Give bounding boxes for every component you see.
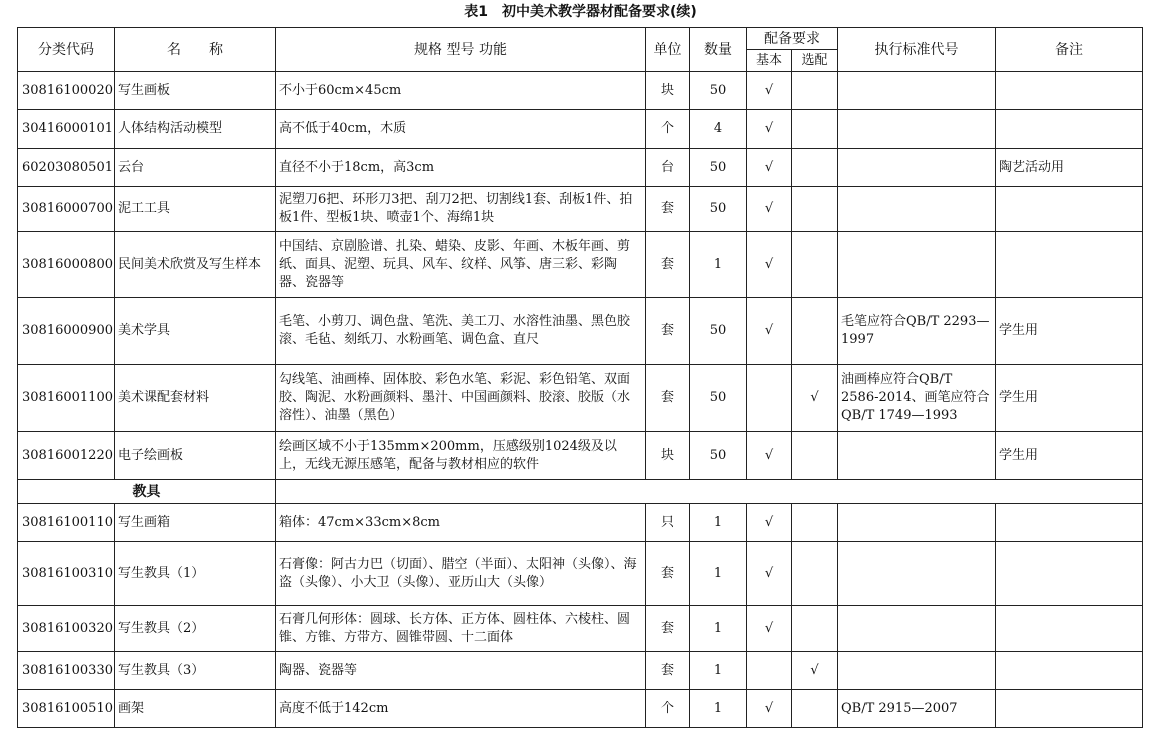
- header-standard: 执行标准代号: [838, 28, 996, 72]
- row-standard: [838, 606, 996, 652]
- row-spec: 石膏几何形体：圆球、长方体、正方体、圆柱体、六棱柱、圆锥、方锥、方带方、圆锥带圆、十二面体: [276, 606, 646, 652]
- row-standard: 毛笔应符合QB/T 2293—1997: [838, 298, 996, 365]
- row-name: 写生教具（3）: [115, 652, 276, 690]
- row-spec: 绘画区域不小于135mm×200mm，压感级别1024级及以上，无线无源压感笔，配备与教材相应的软件: [276, 432, 646, 480]
- row-standard: [838, 110, 996, 149]
- row-unit: 台: [646, 149, 690, 187]
- row-basic: √: [747, 690, 792, 728]
- row-qty: 50: [690, 187, 747, 232]
- section-blank: [276, 480, 1143, 504]
- row-optional: [792, 110, 838, 149]
- table-row: [18, 606, 1143, 652]
- row-standard: QB/T 2915—2007: [838, 690, 996, 728]
- row-code: 30816100110: [18, 504, 115, 542]
- row-standard: [838, 542, 996, 606]
- row-spec: 陶器、瓷器等: [276, 652, 646, 690]
- row-basic: √: [747, 72, 792, 110]
- table-row: [18, 652, 1143, 690]
- row-basic: √: [747, 298, 792, 365]
- row-note: [996, 690, 1143, 728]
- row-unit: 块: [646, 432, 690, 480]
- row-spec: 中国结、京剧脸谱、扎染、蜡染、皮影、年画、木板年画、剪纸、面具、泥塑、玩具、风车、纹样、风筝、唐三彩、彩陶器、瓷器等: [276, 232, 646, 298]
- row-basic: [747, 652, 792, 690]
- row-spec: 箱体：47cm×33cm×8cm: [276, 504, 646, 542]
- row-code: 30816001220: [18, 432, 115, 480]
- row-name: 民间美术欣赏及写生样本: [115, 232, 276, 298]
- header-name: 名 称: [115, 28, 276, 72]
- row-unit: 套: [646, 187, 690, 232]
- row-code: 30816000800: [18, 232, 115, 298]
- row-note: [996, 652, 1143, 690]
- equipment-table: [17, 27, 1143, 728]
- section-label: 教具: [18, 480, 276, 504]
- row-note: [996, 187, 1143, 232]
- row-qty: 1: [690, 652, 747, 690]
- row-name: 写生画箱: [115, 504, 276, 542]
- row-standard: [838, 187, 996, 232]
- header-optional: 选配: [792, 50, 838, 72]
- row-optional: [792, 187, 838, 232]
- row-code: 30816100510: [18, 690, 115, 728]
- row-qty: 1: [690, 232, 747, 298]
- header-qty: 数量: [690, 28, 747, 72]
- row-code: 30816100020: [18, 72, 115, 110]
- row-standard: [838, 432, 996, 480]
- row-code: 30816000900: [18, 298, 115, 365]
- row-name: 电子绘画板: [115, 432, 276, 480]
- row-standard: [838, 652, 996, 690]
- table-row: [18, 72, 1143, 110]
- row-unit: 套: [646, 652, 690, 690]
- row-name: 泥工工具: [115, 187, 276, 232]
- row-optional: [792, 690, 838, 728]
- header-basic: 基本: [747, 50, 792, 72]
- row-basic: √: [747, 432, 792, 480]
- row-qty: 1: [690, 690, 747, 728]
- table-row: [18, 232, 1143, 298]
- row-code: 30816100320: [18, 606, 115, 652]
- row-name: 美术课配套材料: [115, 365, 276, 432]
- row-qty: 50: [690, 149, 747, 187]
- row-spec: 高不低于40cm，木质: [276, 110, 646, 149]
- row-spec: 勾线笔、油画棒、固体胶、彩色水笔、彩泥、彩色铅笔、双面胶、陶泥、水粉画颜料、墨汁、中国画颜料、胶滚、胶版（水溶性）、油墨（黑色）: [276, 365, 646, 432]
- row-qty: 50: [690, 432, 747, 480]
- row-name: 画架: [115, 690, 276, 728]
- section-row: [18, 480, 1143, 504]
- row-basic: √: [747, 542, 792, 606]
- row-qty: 50: [690, 298, 747, 365]
- row-note: [996, 542, 1143, 606]
- row-code: 30816000700: [18, 187, 115, 232]
- row-qty: 50: [690, 365, 747, 432]
- table-row: [18, 110, 1143, 149]
- header-spec: 规格 型号 功能: [276, 28, 646, 72]
- row-optional: [792, 504, 838, 542]
- row-name: 写生教具（2）: [115, 606, 276, 652]
- header-requirement: 配备要求: [747, 28, 838, 50]
- row-unit: 块: [646, 72, 690, 110]
- row-qty: 50: [690, 72, 747, 110]
- table-row: [18, 690, 1143, 728]
- row-qty: 4: [690, 110, 747, 149]
- row-optional: [792, 542, 838, 606]
- table-row: [18, 504, 1143, 542]
- table-row: [18, 542, 1143, 606]
- row-spec: 毛笔、小剪刀、调色盘、笔洗、美工刀、水溶性油墨、黑色胶滚、毛毡、刻纸刀、水粉画笔、调色盒、直尺: [276, 298, 646, 365]
- row-name: 人体结构活动模型: [115, 110, 276, 149]
- row-name: 云台: [115, 149, 276, 187]
- row-name: 写生画板: [115, 72, 276, 110]
- row-spec: 高度不低于142cm: [276, 690, 646, 728]
- row-standard: [838, 149, 996, 187]
- row-note: [996, 110, 1143, 149]
- row-optional: √: [792, 365, 838, 432]
- row-note: [996, 606, 1143, 652]
- row-standard: [838, 232, 996, 298]
- row-optional: √: [792, 652, 838, 690]
- row-unit: 套: [646, 542, 690, 606]
- table-row: [18, 432, 1143, 480]
- row-unit: 套: [646, 365, 690, 432]
- row-name: 写生教具（1）: [115, 542, 276, 606]
- row-code: 30416000101: [18, 110, 115, 149]
- row-basic: √: [747, 187, 792, 232]
- row-unit: 个: [646, 110, 690, 149]
- row-unit: 套: [646, 298, 690, 365]
- row-code: 30816100330: [18, 652, 115, 690]
- row-unit: 套: [646, 232, 690, 298]
- row-optional: [792, 606, 838, 652]
- row-basic: √: [747, 110, 792, 149]
- row-qty: 1: [690, 504, 747, 542]
- row-name: 美术学具: [115, 298, 276, 365]
- table-row: [18, 365, 1143, 432]
- row-spec: 石膏像：阿古力巴（切面）、腊空（半面）、太阳神（头像）、海盗（头像）、小大卫（头像）、亚历山大（头像）: [276, 542, 646, 606]
- row-standard: [838, 72, 996, 110]
- row-note: [996, 232, 1143, 298]
- row-note: 学生用: [996, 365, 1143, 432]
- row-optional: [792, 432, 838, 480]
- row-qty: 1: [690, 606, 747, 652]
- row-basic: √: [747, 606, 792, 652]
- row-note: 学生用: [996, 432, 1143, 480]
- header-code: 分类代码: [18, 28, 115, 72]
- row-optional: [792, 232, 838, 298]
- table-row: [18, 187, 1143, 232]
- row-qty: 1: [690, 542, 747, 606]
- header-note: 备注: [996, 28, 1143, 72]
- header-unit: 单位: [646, 28, 690, 72]
- row-spec: 不小于60cm×45cm: [276, 72, 646, 110]
- table-row: [18, 298, 1143, 365]
- row-optional: [792, 298, 838, 365]
- row-standard: [838, 504, 996, 542]
- row-basic: [747, 365, 792, 432]
- row-spec: 直径不小于18cm，高3cm: [276, 149, 646, 187]
- row-basic: √: [747, 504, 792, 542]
- row-basic: √: [747, 232, 792, 298]
- row-spec: 泥塑刀6把、环形刀3把、刮刀2把、切割线1套、刮板1件、拍板1件、型板1块、喷壶1个、海绵1块: [276, 187, 646, 232]
- row-unit: 个: [646, 690, 690, 728]
- row-code: 60203080501: [18, 149, 115, 187]
- row-code: 30816001100: [18, 365, 115, 432]
- row-optional: [792, 72, 838, 110]
- table-row: [18, 149, 1143, 187]
- row-note: [996, 504, 1143, 542]
- row-unit: 套: [646, 606, 690, 652]
- row-note: 学生用: [996, 298, 1143, 365]
- row-note: [996, 72, 1143, 110]
- row-code: 30816100310: [18, 542, 115, 606]
- row-basic: √: [747, 149, 792, 187]
- row-note: 陶艺活动用: [996, 149, 1143, 187]
- row-unit: 只: [646, 504, 690, 542]
- row-optional: [792, 149, 838, 187]
- row-standard: 油画棒应符合QB/T 2586-2014、画笔应符合QB/T 1749—1993: [838, 365, 996, 432]
- table-title: 表1 初中美术教学器材配备要求(续): [464, 4, 697, 20]
